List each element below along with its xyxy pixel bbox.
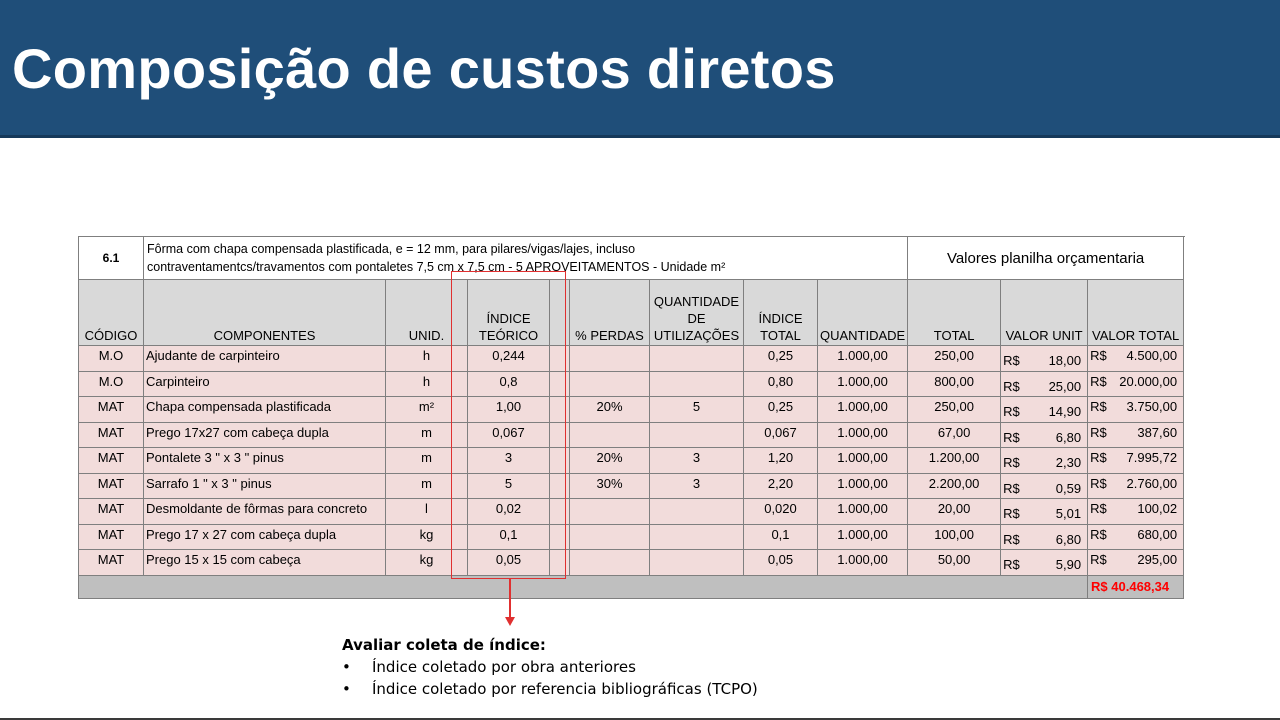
table-row [79,422,1184,448]
cell-codigo: MAT [79,397,144,423]
cell-unid: m [386,422,468,448]
currency-label: R$ [1003,455,1020,470]
cell-componente: Prego 17 x 27 com cabeça dupla [144,524,386,550]
cell-valor-unit [1001,397,1088,423]
cell-componente: Chapa compensada plastificada [144,397,386,423]
arrow-down-icon [505,617,515,626]
cell-unid: h [386,346,468,372]
currency-label: R$ [1003,404,1020,419]
cell-indice-total: 0,05 [744,550,818,576]
bullet-icon: • [342,680,351,698]
cell-unid: kg [386,524,468,550]
valor-unit-amount: 6,80 [1055,531,1082,547]
grand-total-spacer [79,575,1088,598]
cell-spacer [550,448,570,474]
cell-spacer [550,524,570,550]
grand-total-value: R$ 40.468,34 [1088,575,1184,598]
cell-codigo: MAT [79,473,144,499]
cell-valor-total [1088,371,1184,397]
cell-valor-total [1088,550,1184,576]
cell-indice-teorico: 0,067 [468,422,550,448]
cell-perdas [570,499,650,525]
note-item [342,656,758,678]
valor-unit-amount: 18,00 [1048,353,1082,368]
cell-quantidade: 1.000,00 [818,371,908,397]
cell-total: 250,00 [908,397,1001,423]
valor-total-amount: 387,60 [1137,424,1178,440]
cell-total: 100,00 [908,524,1001,550]
currency-label: R$ [1003,557,1020,572]
col-codigo: CÓDIGO [79,280,144,346]
cell-codigo: MAT [79,448,144,474]
cell-codigo: MAT [79,550,144,576]
col-qtd-utilizacoes: QUANTIDADE DE UTILIZAÇÕES [650,280,744,346]
col-indice-teorico: ÍNDICE TEÓRICO [468,280,550,346]
cell-unid: kg [386,550,468,576]
table-row [79,448,1184,474]
table-row [79,397,1184,423]
cell-total: 250,00 [908,346,1001,372]
currency-label: R$ [1003,378,1020,394]
table-row [79,346,1184,372]
cell-unid: m² [386,397,468,423]
currency-label: R$ [1003,480,1020,496]
currency-label: R$ [1090,450,1107,465]
table-row [79,371,1184,397]
cell-spacer [550,550,570,576]
cell-spacer [550,422,570,448]
valor-total-amount: 2.760,00 [1126,475,1178,491]
cell-indice-total: 0,25 [744,346,818,372]
cost-composition-table [78,236,1184,599]
currency-label: R$ [1090,348,1107,363]
cell-utilizacoes: 5 [650,397,744,423]
cell-componente: Prego 17x27 com cabeça dupla [144,422,386,448]
valor-unit-amount: 0,59 [1055,480,1082,496]
cell-indice-total: 2,20 [744,473,818,499]
cell-quantidade: 1.000,00 [818,499,908,525]
cell-valor-total [1088,422,1184,448]
cell-spacer [550,473,570,499]
cell-valor-unit [1001,473,1088,499]
cell-valor-total [1088,397,1184,423]
valor-unit-amount: 14,90 [1048,404,1082,419]
cell-total: 2.200,00 [908,473,1001,499]
arrow-shaft [509,579,511,619]
cell-indice-total: 0,067 [744,422,818,448]
cell-indice-teorico: 1,00 [468,397,550,423]
cell-unid: m [386,448,468,474]
cell-codigo: M.O [79,371,144,397]
description-line-1: Fôrma com chapa compensada plastificada, e = 12 mm, para pilares/vigas/lajes, incluso [147,242,636,256]
col-total: TOTAL [908,280,1001,346]
currency-label: R$ [1090,552,1107,567]
cell-perdas [570,346,650,372]
cell-utilizacoes [650,346,744,372]
col-spacer [550,280,570,346]
note-item-text: Índice coletado por obra anteriores [372,658,636,676]
currency-label: R$ [1003,531,1020,547]
cell-perdas: 20% [570,448,650,474]
cell-utilizacoes: 3 [650,473,744,499]
cell-valor-unit [1001,448,1088,474]
cell-indice-teorico: 0,244 [468,346,550,372]
composition-code: 6.1 [79,237,144,280]
cell-total: 67,00 [908,422,1001,448]
cell-indice-total: 1,20 [744,448,818,474]
cell-quantidade: 1.000,00 [818,524,908,550]
cell-utilizacoes [650,550,744,576]
cell-codigo: MAT [79,499,144,525]
title-banner [0,0,1280,138]
cell-quantidade: 1.000,00 [818,346,908,372]
currency-label: R$ [1090,526,1107,542]
currency-label: R$ [1003,353,1020,368]
currency-label: R$ [1003,506,1020,521]
valor-total-amount: 20.000,00 [1119,373,1178,389]
valor-total-amount: 680,00 [1137,526,1178,542]
valor-unit-amount: 25,00 [1048,378,1082,394]
note-block [342,634,758,700]
cell-total: 20,00 [908,499,1001,525]
cell-perdas: 30% [570,473,650,499]
cell-valor-total [1088,473,1184,499]
cell-spacer [550,371,570,397]
column-header-row [79,280,1184,346]
valor-unit-amount: 2,30 [1055,455,1082,470]
cell-valor-unit [1001,550,1088,576]
cell-perdas [570,550,650,576]
cell-spacer [550,397,570,423]
values-header: Valores planilha orçamentaria [908,237,1184,280]
cell-perdas [570,371,650,397]
note-title: Avaliar coleta de índice: [342,636,546,654]
cell-codigo: MAT [79,422,144,448]
cell-componente: Ajudante de carpinteiro [144,346,386,372]
valor-unit-amount: 5,01 [1055,506,1082,521]
currency-label: R$ [1090,399,1107,414]
note-item-text: Índice coletado por referencia bibliográficas (TCPO) [372,680,758,698]
cell-valor-total [1088,346,1184,372]
cell-componente: Prego 15 x 15 com cabeça [144,550,386,576]
cell-perdas [570,422,650,448]
cell-utilizacoes [650,422,744,448]
table-row [79,473,1184,499]
cell-indice-total: 0,80 [744,371,818,397]
grand-total-row [79,575,1184,598]
cell-total: 50,00 [908,550,1001,576]
cell-spacer [550,346,570,372]
slide-title: Composição de custos diretos [12,37,836,100]
col-perdas: % PERDAS [570,280,650,346]
cell-perdas [570,524,650,550]
col-quantidade: QUANTIDADE [818,280,908,346]
cell-codigo: MAT [79,524,144,550]
col-componentes: COMPONENTES [144,280,386,346]
currency-label: R$ [1090,424,1107,440]
cell-indice-total: 0,020 [744,499,818,525]
col-valor-unit: VALOR UNIT [1001,280,1088,346]
cell-indice-teorico: 3 [468,448,550,474]
cell-quantidade: 1.000,00 [818,550,908,576]
cell-utilizacoes [650,524,744,550]
currency-label: R$ [1003,429,1020,445]
table-row [79,550,1184,576]
cell-indice-teorico: 0,8 [468,371,550,397]
cell-spacer [550,499,570,525]
cell-codigo: M.O [79,346,144,372]
cell-valor-unit [1001,371,1088,397]
valor-total-amount: 295,00 [1137,552,1178,567]
table-row [79,499,1184,525]
cell-componente: Carpinteiro [144,371,386,397]
note-item [342,678,758,700]
cell-indice-teorico: 5 [468,473,550,499]
cell-utilizacoes [650,371,744,397]
cell-unid: h [386,371,468,397]
cell-total: 800,00 [908,371,1001,397]
cell-indice-teorico: 0,1 [468,524,550,550]
cell-utilizacoes [650,499,744,525]
composition-description [144,237,908,280]
valor-total-amount: 3.750,00 [1126,399,1178,414]
valor-total-amount: 4.500,00 [1126,348,1178,363]
valor-total-amount: 100,02 [1137,501,1178,516]
valor-total-amount: 7.995,72 [1126,450,1178,465]
cell-valor-total [1088,499,1184,525]
cell-utilizacoes: 3 [650,448,744,474]
cell-indice-total: 0,1 [744,524,818,550]
valor-unit-amount: 5,90 [1055,557,1082,572]
cell-valor-total [1088,448,1184,474]
col-indice-total: ÍNDICE TOTAL [744,280,818,346]
col-valor-total: VALOR TOTAL [1088,280,1184,346]
cell-unid: m [386,473,468,499]
table-body [79,346,1184,576]
cell-indice-total: 0,25 [744,397,818,423]
col-unid: UNID. [386,280,468,346]
cell-valor-unit [1001,346,1088,372]
valor-unit-amount: 6,80 [1055,429,1082,445]
cell-indice-teorico: 0,02 [468,499,550,525]
cell-valor-unit [1001,499,1088,525]
cell-quantidade: 1.000,00 [818,473,908,499]
table-row [79,524,1184,550]
currency-label: R$ [1090,373,1107,389]
cell-quantidade: 1.000,00 [818,397,908,423]
cell-unid: l [386,499,468,525]
cell-total: 1.200,00 [908,448,1001,474]
cell-componente: Sarrafo 1 " x 3 " pinus [144,473,386,499]
composition-header-row [79,237,1184,280]
cell-indice-teorico: 0,05 [468,550,550,576]
currency-label: R$ [1090,501,1107,516]
description-line-2: contraventamentcs/travamentos com pontaletes 7,5 cm x 7,5 cm - 5 APROVEITAMENTOS - Unidade m² [147,260,726,274]
cell-componente: Desmoldante de fôrmas para concreto [144,499,386,525]
cell-quantidade: 1.000,00 [818,448,908,474]
cell-valor-unit [1001,524,1088,550]
cell-componente: Pontalete 3 " x 3 " pinus [144,448,386,474]
cell-perdas: 20% [570,397,650,423]
currency-label: R$ [1090,475,1107,491]
cell-valor-unit [1001,422,1088,448]
bullet-icon: • [342,658,351,676]
cell-quantidade: 1.000,00 [818,422,908,448]
cell-valor-total [1088,524,1184,550]
